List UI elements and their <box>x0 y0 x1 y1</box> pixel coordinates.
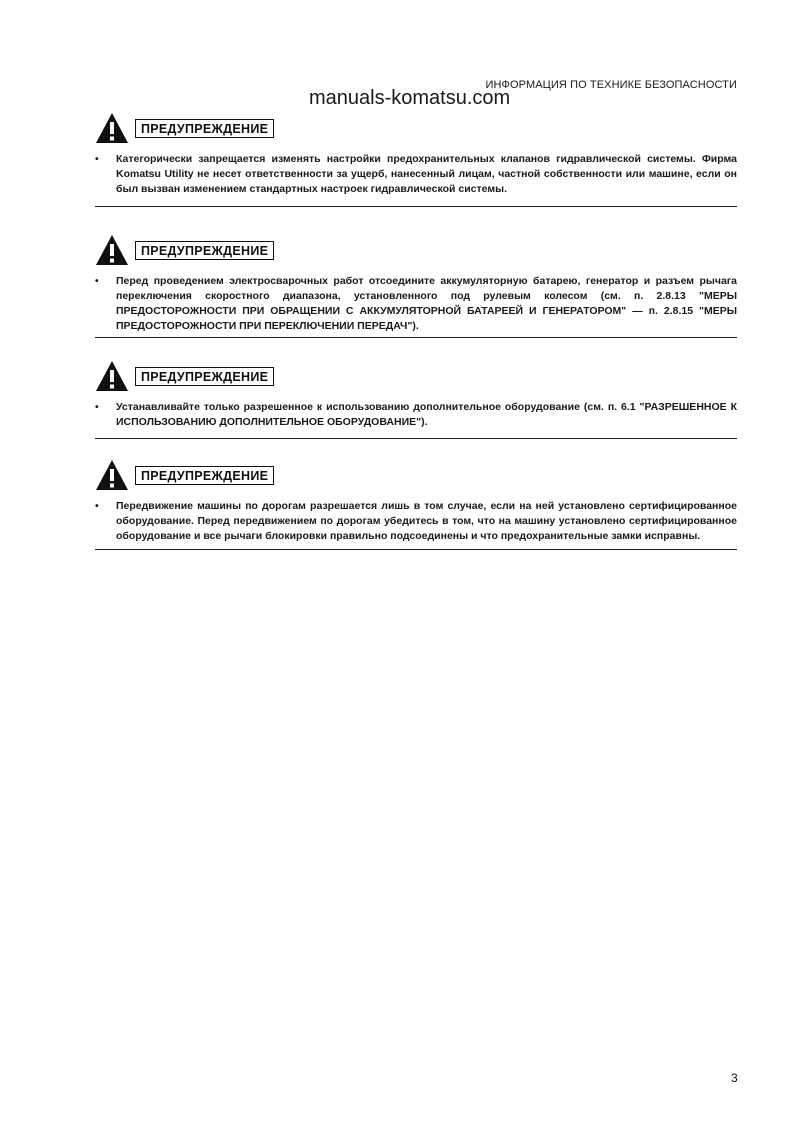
bullet-icon: • <box>95 275 99 287</box>
divider <box>95 337 737 338</box>
warning-triangle-icon <box>95 459 129 491</box>
warning-label: ПРЕДУПРЕЖДЕНИЕ <box>135 367 274 386</box>
warning-header <box>95 457 737 493</box>
warning-header <box>95 232 737 268</box>
warning-text-body: Категорически запрещается изменять настройки предохранительных клапанов гидравлической системы. Фирма Komatsu Utility не несет ответственности за ущерб, нанесенный лицам, частной собственности или машине, если он был вызван изменением стандартных настроек гидравлической системы. <box>116 153 737 195</box>
warning-block <box>95 110 737 207</box>
warning-triangle-icon <box>95 234 129 266</box>
warning-triangle-icon <box>95 112 129 144</box>
bullet-icon: • <box>95 500 99 512</box>
warning-label: ПРЕДУПРЕЖДЕНИЕ <box>135 466 274 485</box>
warning-block <box>95 457 737 550</box>
warning-text-body: Перед проведением электросварочных работ отсоедините аккумуляторную батарею, генератор и разъем рычага переключения скоростного диапазона, установленного под рулевым колесом (см. п. 2.8.13 "МЕРЫ ПРЕДОСТОРОЖНОСТИ ПРИ ОБРАЩЕНИИ С АККУМУЛЯТОРНОЙ БАТАРЕЕЙ И ГЕНЕРАТОРОМ" — п. 2.8.15 "МЕРЫ ПРЕДОСТОРОЖНОСТИ ПРИ ПЕРЕКЛЮЧЕНИИ ПЕРЕДАЧ"). <box>116 275 737 332</box>
section-title: ИНФОРМАЦИЯ ПО ТЕХНИКЕ БЕЗОПАСНОСТИ <box>485 79 737 91</box>
warning-text-body: Устанавливайте только разрешенное к использованию дополнительное оборудование (см. п. 6.1 "РАЗРЕШЕННОЕ К ИСПОЛЬЗОВАНИЮ ДОПОЛНИТЕЛЬНОЕ ОБОРУДОВАНИЕ"). <box>116 401 737 428</box>
bullet-icon: • <box>95 401 99 413</box>
warning-block <box>95 232 737 338</box>
warning-triangle-icon <box>95 360 129 392</box>
page-number: 3 <box>731 1071 738 1085</box>
warning-text-body: Передвижение машины по дорогам разрешается лишь в том случае, если на ней установлено сертифицированное оборудование. Перед передвижением по дорогам убедитесь в том, что на машину установлено сертифицированное оборудование и все рычаги блокировки правильно подсоединены и что предохранительные замки исправны. <box>116 500 737 542</box>
warning-header <box>95 358 737 394</box>
warning-text <box>95 499 737 544</box>
divider <box>95 549 737 550</box>
warning-text <box>95 152 737 197</box>
divider <box>95 438 737 439</box>
divider <box>95 206 737 207</box>
watermark-text: manuals-komatsu.com <box>309 87 511 109</box>
warning-text <box>95 400 737 430</box>
warning-block <box>95 358 737 439</box>
warning-label: ПРЕДУПРЕЖДЕНИЕ <box>135 241 274 260</box>
warning-header <box>95 110 737 146</box>
bullet-icon: • <box>95 153 99 165</box>
warning-label: ПРЕДУПРЕЖДЕНИЕ <box>135 119 274 138</box>
warning-text <box>95 274 737 334</box>
